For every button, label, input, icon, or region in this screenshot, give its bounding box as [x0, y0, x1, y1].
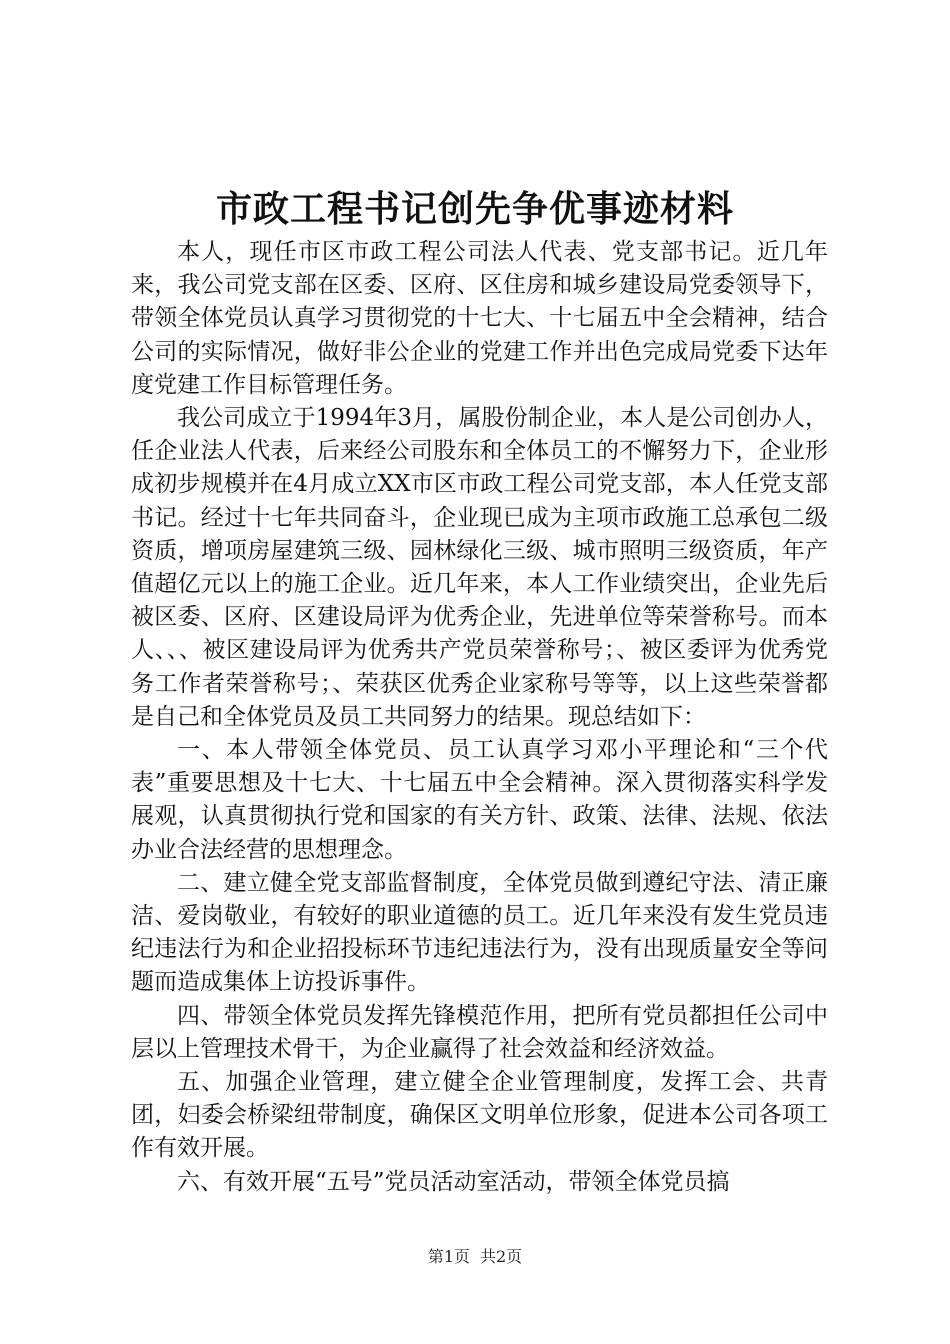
- document-title: 市政工程书记创先争优事迹材料: [215, 188, 734, 230]
- paragraph-point-six: 六、有效开展“五号”党员活动室活动，带领全体党员搞: [177, 1168, 730, 1195]
- paragraph-point-one: 一、本人带领全体党员、员工认真学习邓小平理论和“三个代表”重要思想及十七大、十七届五中全会精神。深入贯彻落实科学发展观，认真贯彻执行党和国家的有关方针、政策、法律、法规、依法办业合法经营的思想理念。: [131, 737, 828, 863]
- paragraph-company-history: 我公司成立于1994年3月，属股份制企业，本人是公司创办人，任企业法人代表，后来经公司股东和全体员工的不懈努力下，企业形成初步规模并在4月成立XX市区市政工程公司党支部，本人任党支部书记。经过十七年共同奋斗，企业现已成为主项市政施工总承包二级资质，增项房屋建筑三级、园林绿化三级、城市照明三级资质，年产值超亿元以上的施工企业。近几年来，本人工作业绩突出，企业先后被区委、区府、区建设局评为优秀企业，先进单位等荣誉称号。而本人、、、被区建设局评为优秀共产党员荣誉称号；、被区委评为优秀党务工作者荣誉称号；、荣获区优秀企业家称号等等，以上这些荣誉都是自己和全体党员及员工共同努力的结果。现总结如下：: [131, 405, 828, 730]
- page-footer: [0, 1247, 950, 1267]
- document-body: [131, 236, 828, 1199]
- paragraph-point-four: 四、带领全体党员发挥先锋模范作用，把所有党员都担任公司中层以上管理技术骨干，为企业赢得了社会效益和经济效益。: [131, 1002, 828, 1062]
- paragraph-point-five: 五、加强企业管理，建立健全企业管理制度，发挥工会、共青团，妇委会桥梁纽带制度，确保区文明单位形象，促进本公司各项工作有效开展。: [131, 1069, 828, 1162]
- paragraph-intro: 本人，现任市区市政工程公司法人代表、党支部书记。近几年来，我公司党支部在区委、区府、区住房和城乡建设局党委领导下，带领全体党员认真学习贯彻党的十七大、十七届五中全会精神，结合公司的实际情况，做好非公企业的党建工作并出色完成局党委下达年度党建工作目标管理任务。: [131, 239, 828, 398]
- paragraph-point-two: 二、建立健全党支部监督制度，全体党员做到遵纪守法、清正廉洁、爱岗敬业，有较好的职业道德的员工。近几年来没有发生党员违纪违法行为和企业招投标环节违纪违法行为，没有出现质量安全等问题而造成集体上访投诉事件。: [131, 869, 828, 996]
- page-number-total: 共2页: [480, 1247, 523, 1266]
- page-number-current: 第1页: [427, 1247, 470, 1266]
